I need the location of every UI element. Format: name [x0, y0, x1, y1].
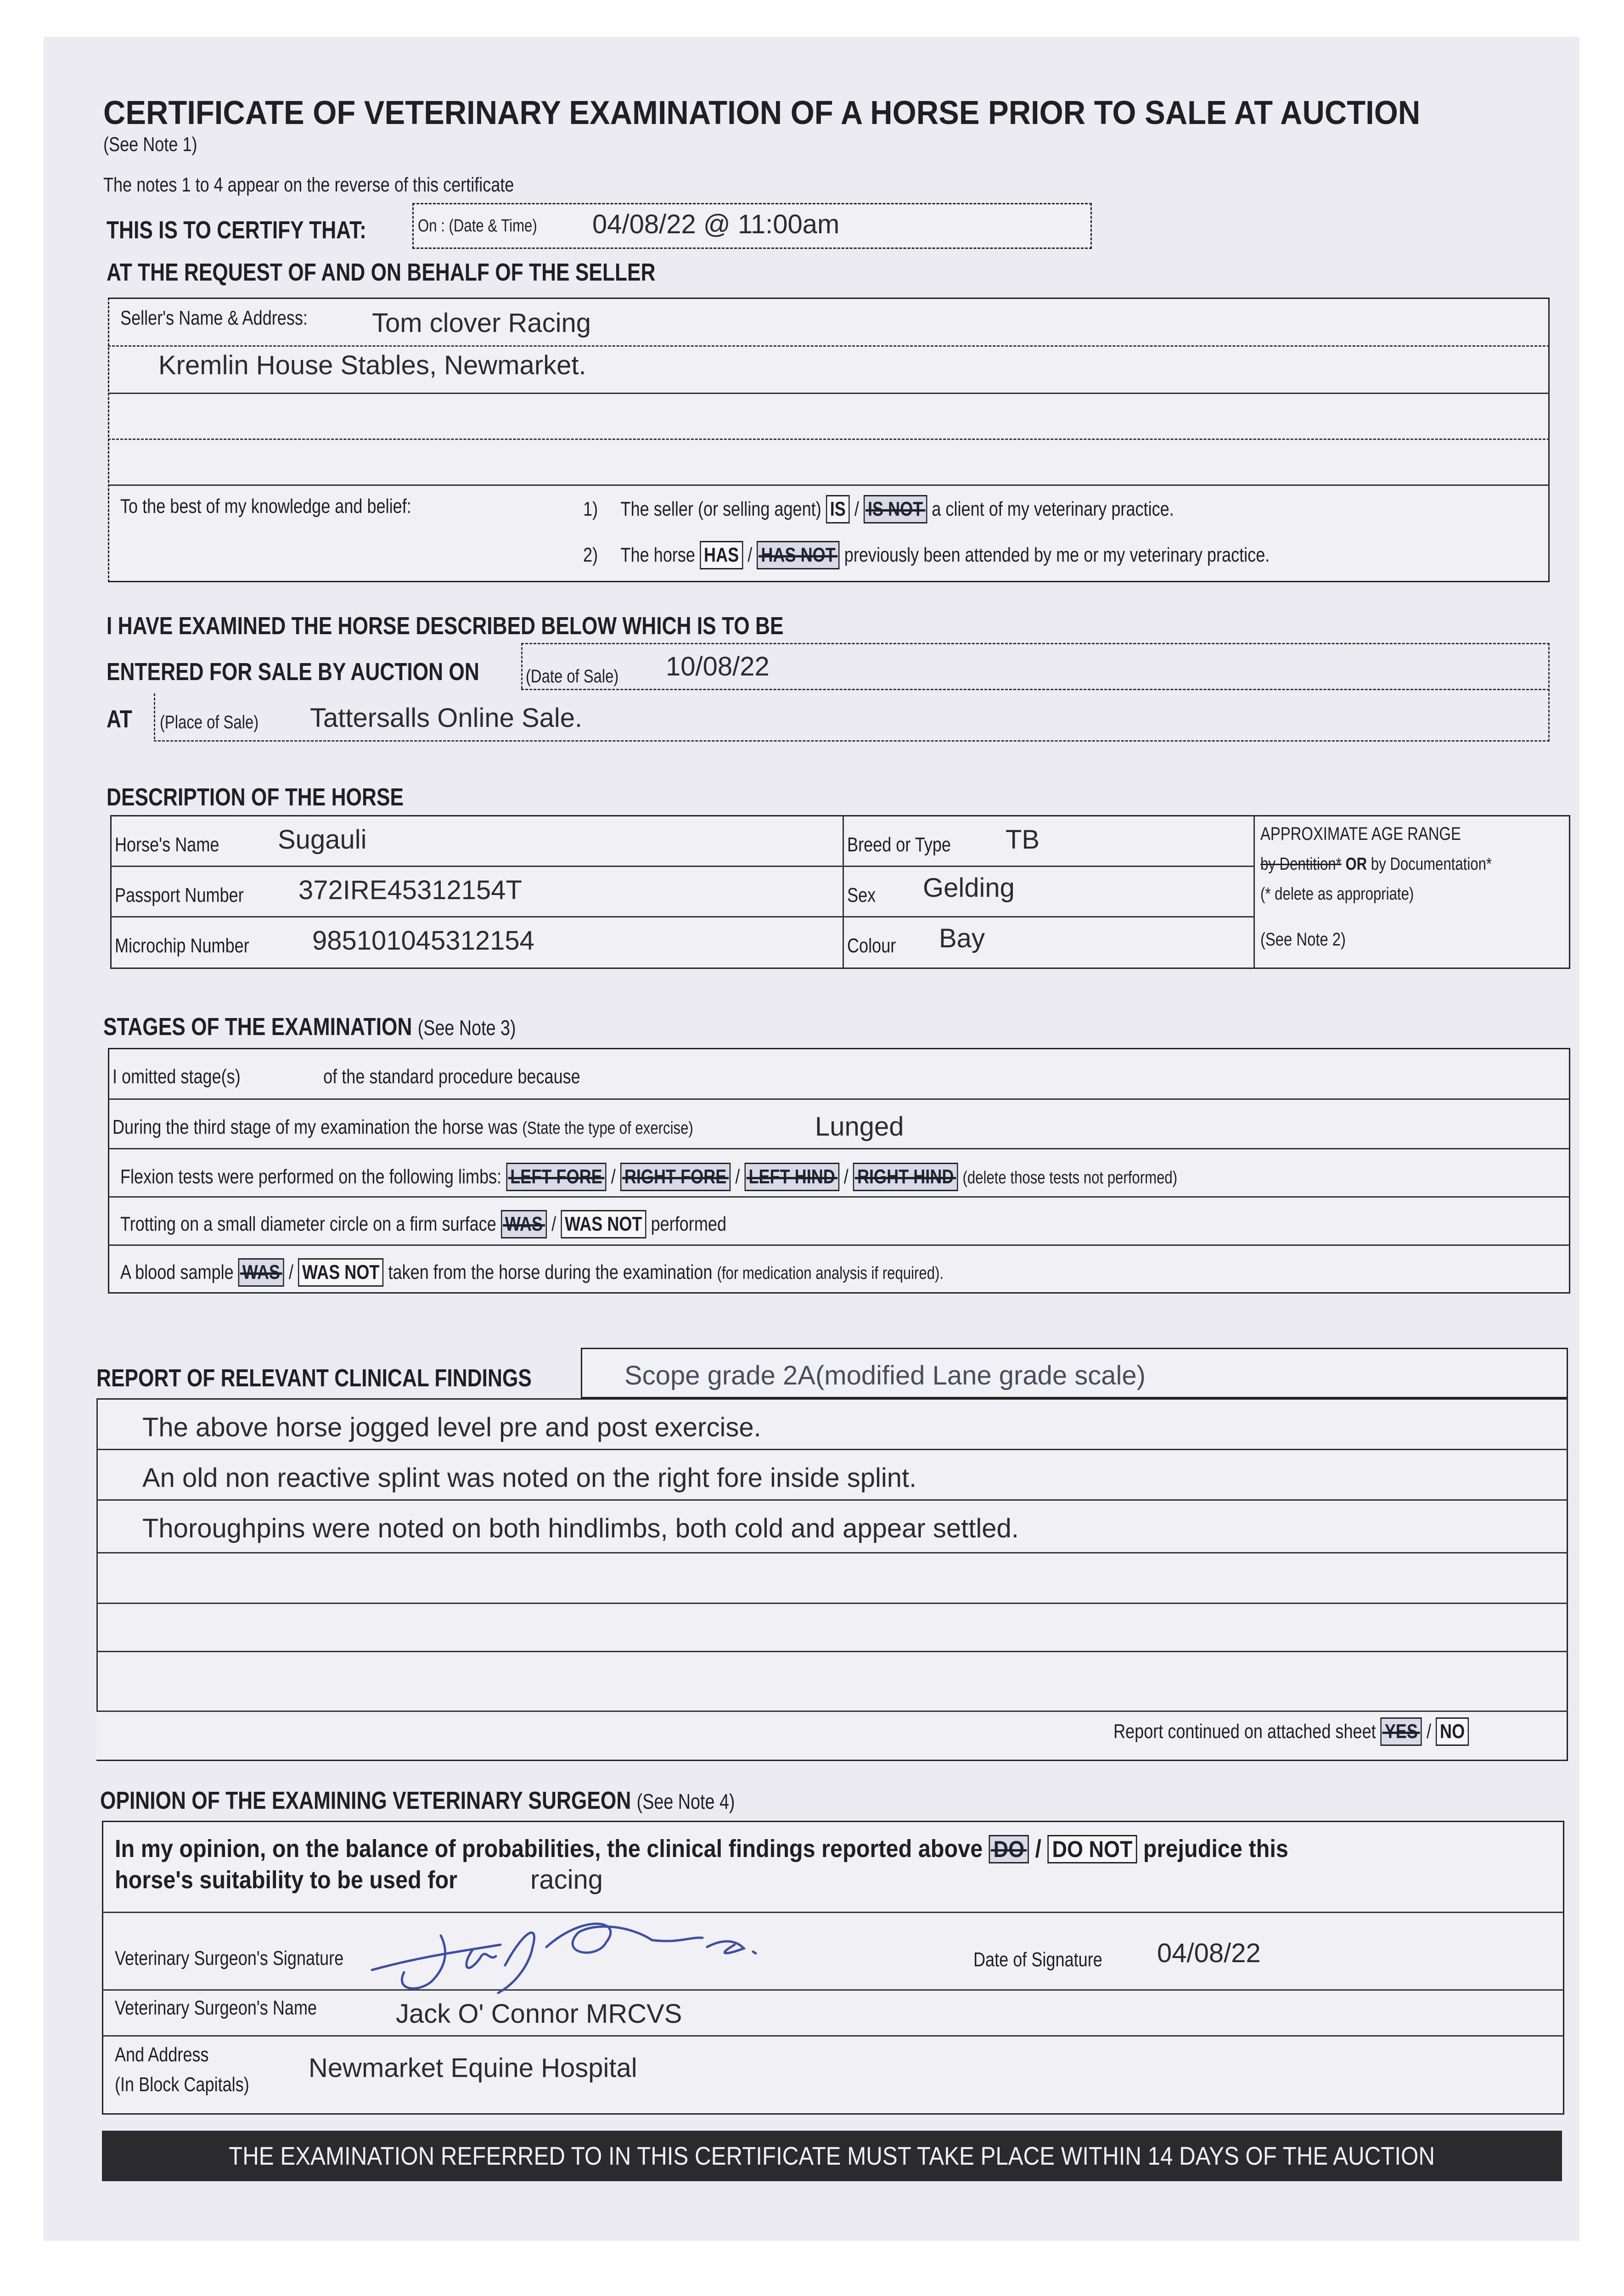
report-continued-line: Report continued on attached sheet YES / NO: [1113, 1717, 1547, 1746]
finding-line-1[interactable]: Scope grade 2A(modified Lane grade scale): [624, 1361, 1146, 1390]
attended-has-not-option[interactable]: HAS NOT: [757, 541, 839, 569]
signature-image: [367, 1901, 808, 2007]
sex-label: Sex: [847, 884, 876, 906]
opinion-suitability-line: horse's suitability to be used for: [115, 1866, 458, 1894]
age-delete-note: (* delete as appropriate): [1260, 884, 1414, 904]
seller-address-value[interactable]: Kremlin House Stables, Newmarket.: [158, 350, 586, 380]
surgeon-name-value[interactable]: Jack O' Connor MRCVS: [396, 1999, 682, 2029]
certify-on-label: On : (Date & Time): [418, 216, 537, 236]
trotting-was-not-option[interactable]: WAS NOT: [561, 1210, 646, 1238]
finding-line-4[interactable]: Thoroughpins were noted on both hindlimbs, both cold and appear settled.: [142, 1514, 1019, 1543]
sex-value[interactable]: Gelding: [923, 873, 1015, 903]
blood-was-option[interactable]: WAS: [238, 1258, 284, 1287]
seller-box: [108, 298, 1550, 582]
passport-label: Passport Number: [115, 884, 244, 906]
address-label-block: (In Block Capitals): [115, 2073, 249, 2096]
passport-value[interactable]: 372IRE45312154T: [298, 875, 522, 905]
examined-entered-label: ENTERED FOR SALE BY AUCTION ON: [107, 658, 479, 686]
age-range-heading: APPROXIMATE AGE RANGE: [1260, 824, 1461, 844]
address-label: And Address: [115, 2043, 209, 2066]
omitted-stages-line: I omitted stage(s) of the standard procedure because: [112, 1065, 580, 1088]
sale-date-value[interactable]: 10/08/22: [666, 652, 770, 681]
surgeon-name-label: Veterinary Surgeon's Name: [115, 1997, 317, 2019]
breed-value[interactable]: TB: [1006, 825, 1040, 855]
findings-heading: REPORT OF RELEVANT CLINICAL FINDINGS: [96, 1364, 532, 1392]
flexion-left-hind-option[interactable]: LEFT HIND: [744, 1163, 839, 1191]
blood-sample-line: A blood sample WAS / WAS NOT taken from the horse during the examination (for medication analysis if required).: [120, 1258, 1124, 1287]
opinion-heading: OPINION OF THE EXAMINING VETERINARY SURGEON (See Note 4): [100, 1787, 735, 1814]
microchip-value[interactable]: 985101045312154: [312, 926, 534, 956]
opinion-statement: In my opinion, on the balance of probabilities, the clinical findings reported above DO / DO NOT prejudice this: [115, 1835, 1288, 1863]
sale-at-label: AT: [107, 705, 132, 733]
opinion-do-option[interactable]: DO: [989, 1835, 1029, 1863]
flexion-right-fore-option[interactable]: RIGHT FORE: [620, 1163, 731, 1191]
breed-label: Breed or Type: [847, 833, 951, 856]
client-is-not-option[interactable]: IS NOT: [864, 495, 927, 523]
suitability-use-value[interactable]: racing: [530, 1865, 603, 1895]
findings-box: [96, 1398, 1568, 1761]
sale-place-label: (Place of Sale): [160, 712, 259, 732]
signature-date-label: Date of Signature: [973, 1948, 1102, 1971]
belief-label: To the best of my knowledge and belief:: [120, 495, 411, 518]
continued-no-option[interactable]: NO: [1436, 1717, 1469, 1746]
stages-heading: STAGES OF THE EXAMINATION (See Note 3): [103, 1013, 516, 1041]
notes-line: The notes 1 to 4 appear on the reverse of this certificate: [103, 174, 514, 196]
certificate-title: CERTIFICATE OF VETERINARY EXAMINATION OF A HORSE PRIOR TO SALE AT AUCTION: [103, 95, 1421, 131]
certify-datetime-value[interactable]: 04/08/22 @ 11:00am: [592, 209, 840, 239]
third-stage-value[interactable]: Lunged: [815, 1112, 904, 1142]
client-is-option[interactable]: IS: [826, 495, 850, 523]
description-heading: DESCRIPTION OF THE HORSE: [107, 783, 404, 811]
opinion-do-not-option[interactable]: DO NOT: [1048, 1835, 1137, 1863]
examined-heading: I HAVE EXAMINED THE HORSE DESCRIBED BELOW WHICH IS TO BE: [107, 612, 784, 640]
certify-label: THIS IS TO CERTIFY THAT:: [107, 216, 366, 244]
flexion-line: Flexion tests were performed on the following limbs: LEFT FORE / RIGHT FORE / LEFT HIND / RIGHT HIND (delete those tests not performed): [120, 1163, 1409, 1191]
trotting-line: Trotting on a small diameter circle on a firm surface WAS / WAS NOT performed: [120, 1210, 860, 1238]
age-range-options: by Dentition* OR by Documentation*: [1260, 855, 1492, 874]
request-heading: AT THE REQUEST OF AND ON BEHALF OF THE SELLER: [107, 259, 656, 286]
surgeon-address-value[interactable]: Newmarket Equine Hospital: [309, 2053, 637, 2083]
horse-name-value[interactable]: Sugauli: [278, 825, 367, 855]
continued-yes-option[interactable]: YES: [1381, 1717, 1422, 1746]
seller-name-value[interactable]: Tom clover Racing: [372, 308, 591, 338]
signature-date-value[interactable]: 04/08/22: [1157, 1938, 1261, 1968]
finding-line-3[interactable]: An old non reactive splint was noted on the right fore inside splint.: [142, 1463, 917, 1493]
sale-place-value[interactable]: Tattersalls Online Sale.: [310, 703, 583, 733]
attended-has-option[interactable]: HAS: [700, 541, 743, 569]
signature-label: Veterinary Surgeon's Signature: [115, 1947, 344, 1970]
sale-date-label: (Date of Sale): [526, 666, 619, 687]
title-note: (See Note 1): [103, 133, 197, 156]
footer-banner: THE EXAMINATION REFERRED TO IN THIS CERTIFICATE MUST TAKE PLACE WITHIN 14 DAYS OF THE AUCTION: [102, 2131, 1562, 2181]
seller-name-label: Seller's Name & Address:: [120, 307, 308, 329]
age-see-note: (See Note 2): [1260, 929, 1346, 950]
belief-item-1: 1) The seller (or selling agent) IS / IS NOT a client of my veterinary practice.: [583, 495, 1304, 523]
belief-item-2: 2) The horse HAS / HAS NOT previously been attended by me or my veterinary practice.: [583, 541, 1421, 569]
flexion-right-hind-option[interactable]: RIGHT HIND: [853, 1163, 958, 1191]
trotting-was-option[interactable]: WAS: [501, 1210, 547, 1238]
third-stage-line: During the third stage of my examination the horse was (State the type of exercise): [112, 1116, 693, 1138]
horse-name-label: Horse's Name: [115, 833, 219, 856]
blood-was-not-option[interactable]: WAS NOT: [298, 1258, 383, 1287]
finding-line-2[interactable]: The above horse jogged level pre and post exercise.: [142, 1412, 761, 1442]
colour-value[interactable]: Bay: [939, 923, 985, 953]
colour-label: Colour: [847, 934, 896, 957]
flexion-left-fore-option[interactable]: LEFT FORE: [506, 1163, 606, 1191]
microchip-label: Microchip Number: [115, 934, 249, 957]
